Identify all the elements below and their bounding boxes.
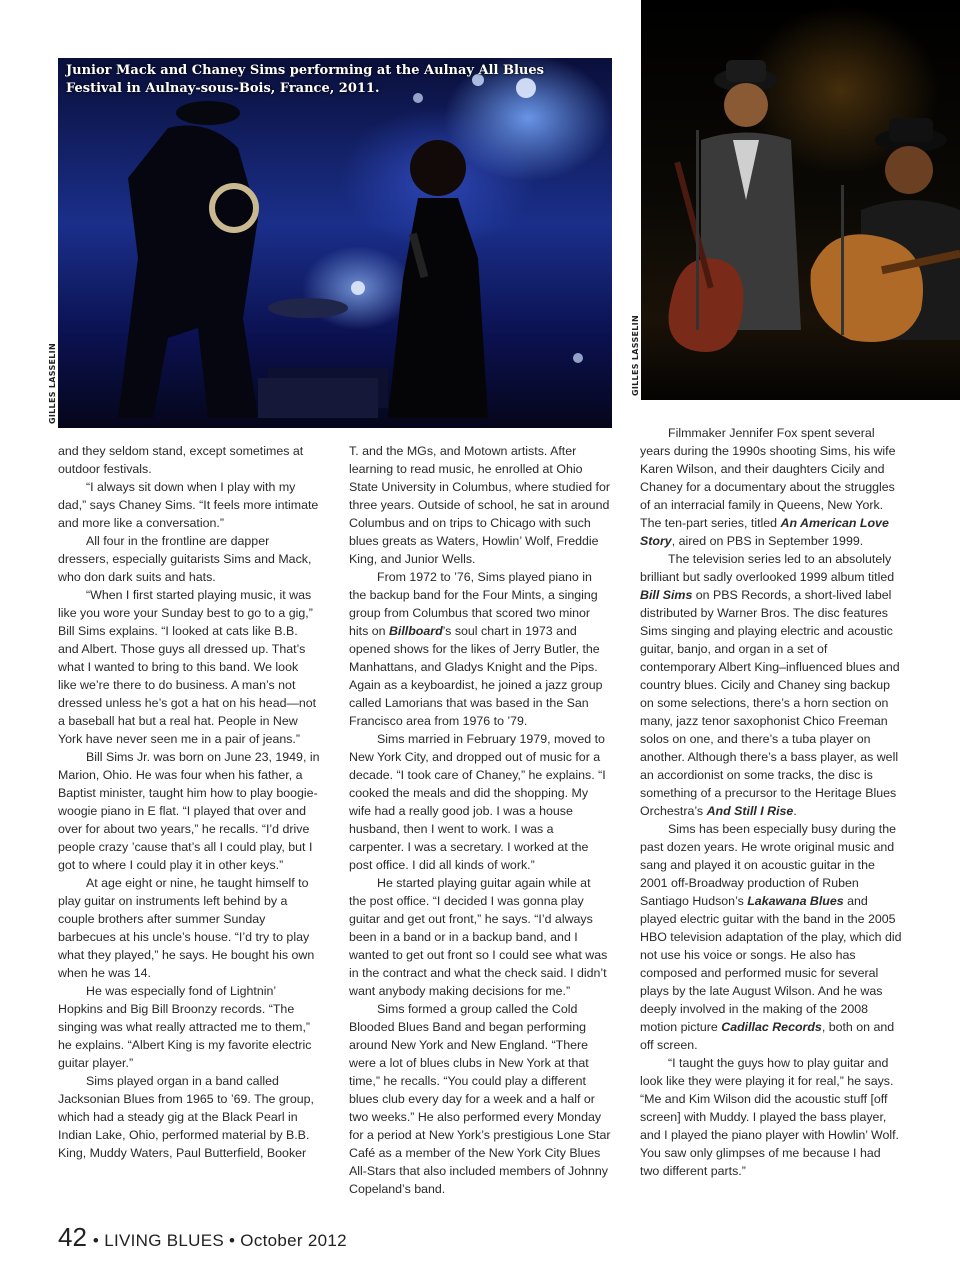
paragraph xyxy=(640,424,902,550)
text-run: on PBS Records, a short-lived label distributed by Warner Bros. The disc features Sims singing and playing electric and acoustic guitar, banjo, and organ in a set of contemporary Albert King–influenced blues and country blues. Cicily and Chaney sing backup on some selections, there’s a horn section on many, jazz tenor saxophonist Chico Freeman solos on one, and there’s a tuba player on another. Although there’s a bass player, as well an accordionist on some tracks, the disc is something of a precursor to the Heritage Blues Orchestra’s xyxy=(640,588,900,818)
performers-illustration xyxy=(58,58,612,428)
photo-caption: Junior Mack and Chaney Sims performing at the Aulnay All Blues Festival in Aulnay-sous-Bois, France, 2011. xyxy=(66,63,544,96)
paragraph xyxy=(640,550,902,820)
text-run: Sims has been especially busy during the past dozen years. He wrote original music and sang and played it on acoustic guitar in the 2001 off-Broadway production of Ruben Santiago Hudson’s xyxy=(640,822,896,908)
text-run: , aired on PBS in September 1999. xyxy=(671,534,864,548)
paragraph: Sims formed a group called the Cold Blooded Blues Band and began performing around New York and New England. “There were a lot of blues clubs in New York at that time,” he recalls. “You could play a different blues club every day for a week and a half or two weeks.” He also performed every Monday for a period at New York’s prestigious Lone Star Café as a member of the New York City Blues All-Stars that also included members of Johnny Copeland’s band. xyxy=(349,1002,611,1196)
paragraph: All four in the frontline are dapper dressers, especially guitarists Sims and Mack, who don dark suits and hats. xyxy=(58,534,312,584)
text-run: The television series led to an absolutely brilliant but sadly overlooked 1999 album titled xyxy=(640,552,895,584)
page-number: 42 xyxy=(58,1222,87,1252)
paragraph: Sims married in February 1979, moved to New York City, and dropped out of music for a decade. “I took care of Chaney,” he explains. “I cooked the meals and did the shopping. My wife had a really good job. I was a house husband, then I went to work. I was a carpenter. I was a secretary. I worked at the post office. I did all kinds of work.” xyxy=(349,732,606,872)
paragraph: T. and the MGs, and Motown artists. After learning to read music, he enrolled at Ohio State University in Columbus, where studied for three years. Outside of school, he sat in around Columbus and on trips to Chicago with such blues greats as Waters, Howlin’ Wolf, Freddie King, and Junior Wells. xyxy=(349,444,611,566)
album-title: And Still I Rise xyxy=(706,804,794,818)
text-run: and played electric guitar with the band in the 2005 HBO television adaptation of the play, which did not use his voice or songs. He also has composed and performed music for several plays by the late August Wilson. And he was deeply involved in the making of the 2008 motion picture xyxy=(640,894,902,1034)
paragraph: “I taught the guys how to play guitar and look like they were playing it for real,” he says. “Me and Kim Wilson did the acoustic stuff [off screen] with Muddy. I played the bass player, and I played the piano player with Howlin’ Wolf. You saw only glimpses of me because I had two different parts.” xyxy=(640,1056,899,1178)
publication-title: Billboard xyxy=(388,624,443,638)
publication-info: • LIVING BLUES • October 2012 xyxy=(92,1231,347,1250)
paragraph: He was especially fond of Lightnin’ Hopkins and Big Bill Broonzy records. “The singing was what really attracted me to them,” he explains. “Albert King is my favorite electric guitar player.” xyxy=(58,984,312,1070)
article-column-2 xyxy=(349,442,611,1198)
photo-credit-right: GILLES LASSELIN xyxy=(631,315,640,396)
paragraph xyxy=(640,820,902,1054)
paragraph xyxy=(349,568,611,730)
article-column-1 xyxy=(58,442,320,1162)
text-run: . xyxy=(793,804,797,818)
paragraph: Bill Sims Jr. was born on June 23, 1949, in Marion, Ohio. He was four when his father, a Baptist minister, taught him how to play boogie-woogie piano in E flat. “I played that over and over for about two years,” he recalls. “I’d drive people crazy ’cause that’s all I could play, but I got to where I could play it in other keys.” xyxy=(58,750,320,872)
guitarists-illustration xyxy=(641,0,960,400)
text-run: ’s soul chart in 1973 and opened shows for the likes of Jerry Butler, the Manhattans, and Gladys Knight and the Pips. Again as a keyboardist, he joined a jazz group called Lamorians that was based in the San Francisco area from 1976 to ’79. xyxy=(349,624,603,728)
paragraph: “I always sit down when I play with my dad,” says Chaney Sims. “It feels more intimate and more like a conversation.” xyxy=(58,480,319,530)
text-run: Filmmaker Jennifer Fox spent several years during the 1990s shooting Sims, his wife Karen Wilson, and their daughters Cicily and Chaney for a documentary about the struggles of an interracial family in Queens, New York. The ten-part series, titled xyxy=(640,426,896,530)
article-column-3 xyxy=(640,424,902,1180)
film-title: Cadillac Records xyxy=(721,1020,822,1034)
photo-credit-left: GILLES LASSELIN xyxy=(48,343,57,424)
paragraph: Sims played organ in a band called Jacksonian Blues from 1965 to ’69. The group, which had a steady gig at the Black Pearl in Indian Lake, Ohio, performed material by B.B. King, Muddy Waters, Paul Butterfield, Booker xyxy=(58,1074,314,1160)
concert-photo-left xyxy=(58,58,612,428)
album-title: Bill Sims xyxy=(640,588,693,602)
paragraph: “When I first started playing music, it was like you wore your Sunday best to go to a gig,” Bill Sims explains. “I looked at cats like B.B. and Albert. Those guys all dressed up. That’s what I wanted to bring to this band. We look like we’re there to do business. A man’s not dressed unless he’s got a hat on his head—not a baseball hat but a real hat. People in New York have never seen me in a pair of jeans.” xyxy=(58,588,317,746)
page-footer xyxy=(58,1222,347,1256)
paragraph: At age eight or nine, he taught himself to play guitar on instruments left behind by a couple brothers after summer Sunday barbecues at his uncle’s house. “I’d try to play what they played,” he says. He bought his own when he was 14. xyxy=(58,876,315,980)
text-run: From 1972 to ’76, Sims played piano in the backup band for the Four Mints, a singing group from Columbus that scored two minor hits on xyxy=(349,570,598,638)
play-title: Lakawana Blues xyxy=(747,894,844,908)
paragraph: He started playing guitar again while at the post office. “I decided I was gonna play guitar and get out front,” he says. “I’d always been in a band or in a backup band, and I wanted to get out front so I could see what was in the contract and what the check said. I didn’t want anybody making decisions for me.” xyxy=(349,876,608,998)
concert-photo-right xyxy=(641,0,960,400)
paragraph: and they seldom stand, except sometimes at outdoor festivals. xyxy=(58,444,304,476)
series-title: An American Love Story xyxy=(640,516,889,548)
text-run: , both on and off screen. xyxy=(640,1020,895,1052)
